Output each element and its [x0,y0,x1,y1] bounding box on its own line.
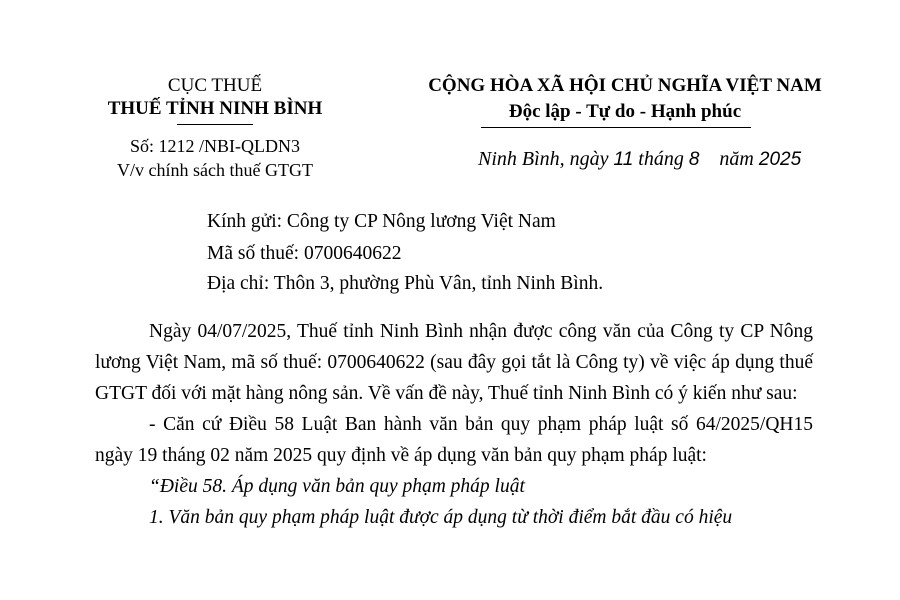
motto-underline [481,127,751,128]
recipient-address: Địa chỉ: Thôn 3, phường Phù Vân, tỉnh Ninh Bình. [207,273,604,294]
agency-parent: CỤC THUẾ [167,75,263,96]
recipient-tax-code: Mã số thuế: 0700640622 [207,243,402,264]
body-paragraph-1: Ngày 04/07/2025, Thuế tỉnh Ninh Bình nhận được công văn của Công ty CP Nông lương Việt Nam, mã số thuế: 0700640622 (sau đây gọi tắt là Công ty) về việc áp dụng thuế GTGT đối với mặt hàng nông sản. Về vấn đề này, Thuế tỉnh Ninh Bình có ý kiến như sau: [95,321,813,404]
document-number: Số: 1212 /NBI-QLDN3 [130,136,300,156]
recipient-line: Kính gửi: Công ty CP Nông lương Việt Nam [207,211,556,232]
document-subject: V/v chính sách thuế GTGT [117,160,313,180]
national-title: CỘNG HÒA XÃ HỘI CHỦ NGHĨA VIỆT NAM [428,75,822,96]
body-paragraph-2: - Căn cứ Điều 58 Luật Ban hành văn bản quy phạm pháp luật số 64/2025/QH15 ngày 19 tháng 02 năm 2025 quy định về áp dụng văn bản quy phạm pháp luật: [95,414,813,466]
quoted-article-title: “Điều 58. Áp dụng văn bản quy phạm pháp luật [149,476,525,497]
quoted-article-clause: 1. Văn bản quy phạm pháp luật được áp dụng từ thời điểm bắt đầu có hiệu [149,507,733,528]
issue-date [478,148,801,171]
date-year: 2025 [758,149,802,170]
agency-underline [177,124,253,125]
date-year-label: năm [699,148,759,170]
national-motto: Độc lập - Tự do - Hạnh phúc [508,101,742,122]
date-day: 11 [613,149,634,170]
letter-body [95,316,813,533]
date-place: Ninh Bình, ngày [478,148,614,170]
date-month-label: tháng [633,148,689,170]
agency-name: THUẾ TỈNH NINH BÌNH [107,98,323,119]
date-month: 8 [688,149,700,170]
